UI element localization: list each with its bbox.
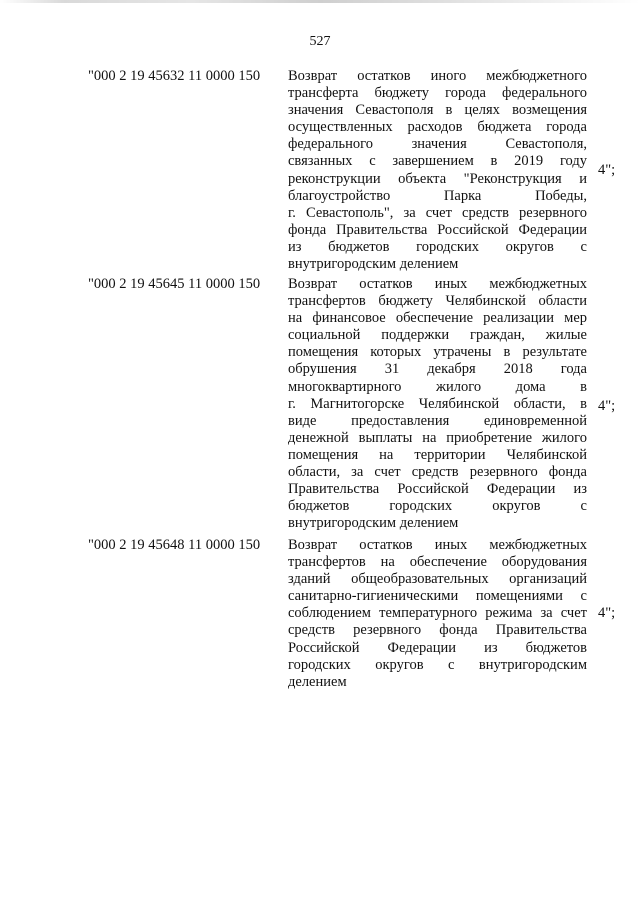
description-line: федерального значения Севастополя, [288, 136, 587, 153]
amount-value: 4"; [598, 605, 616, 621]
description-line: помещения которых утрачены в результате [288, 344, 587, 361]
description-line: Правительства Российской Федерации из [288, 481, 587, 498]
description-line: из бюджетов городских округов с [288, 238, 587, 255]
description-line: зданий общеобразовательных организаций [288, 571, 587, 588]
description-line: виде предоставления единовременной [288, 412, 587, 429]
description-line: значения Севастополя в целях возмещения [288, 102, 587, 119]
description-line: делением [288, 673, 347, 690]
description-line: городских округов с внутригородским [288, 656, 587, 673]
description-line: трансферта бюджету города федерального [288, 85, 587, 102]
entry-description [288, 537, 587, 691]
page-number: 527 [309, 34, 331, 49]
description-line: фонда Правительства Российской Федерации [288, 221, 587, 238]
budget-code: "000 2 19 45632 11 0000 150 [88, 68, 261, 84]
description-line: связанных с завершением в 2019 году [288, 153, 587, 170]
description-line: соблюдением температурного режима за счет [288, 605, 587, 622]
entry-description [288, 276, 587, 532]
description-line: многоквартирного жилого дома в [288, 378, 587, 395]
budget-code: "000 2 19 45648 11 0000 150 [88, 537, 261, 553]
description-line: области, за счет средств резервного фонда [288, 464, 587, 481]
entry-description [288, 68, 587, 273]
budget-code: "000 2 19 45645 11 0000 150 [88, 276, 261, 292]
description-line: Возврат остатков иных межбюджетных [288, 537, 587, 553]
amount-value: 4"; [598, 398, 616, 414]
description-line: осуществленных расходов бюджета города [288, 119, 587, 136]
description-line: на финансовое обеспечение реализации мер [288, 310, 587, 327]
description-line: помещения на территории Челябинской [288, 446, 587, 463]
description-line: денежной выплаты на приобретение жилого [288, 429, 587, 446]
description-line: внутригородским делением [288, 256, 459, 273]
description-line: Российской Федерации из бюджетов [288, 639, 587, 656]
description-line: социальной поддержки граждан, жилые [288, 327, 587, 344]
description-line: трансфертов бюджету Челябинской области [288, 293, 587, 310]
description-line: благоустройство Парка Победы, [288, 187, 587, 204]
description-line: внутригородским делением [288, 515, 459, 532]
description-line: трансфертов на обеспечение оборудования [288, 554, 587, 571]
description-line: г. Севастополь", за счет средств резервного [288, 204, 587, 221]
scan-top-edge [0, 0, 640, 3]
amount-value: 4"; [598, 162, 616, 178]
description-line: санитарно-гигиеническими помещениями с [288, 588, 587, 605]
description-line: бюджетов городских округов с [288, 498, 587, 515]
description-line: реконструкции объекта "Реконструкция и [288, 170, 587, 187]
description-line: Возврат остатков иного межбюджетного [288, 68, 587, 84]
description-line: обрушения 31 декабря 2018 года [288, 361, 587, 378]
description-line: г. Магнитогорске Челябинской области, в [288, 395, 587, 412]
description-line: Возврат остатков иных межбюджетных [288, 276, 587, 292]
description-line: средств резервного фонда Правительства [288, 622, 587, 639]
